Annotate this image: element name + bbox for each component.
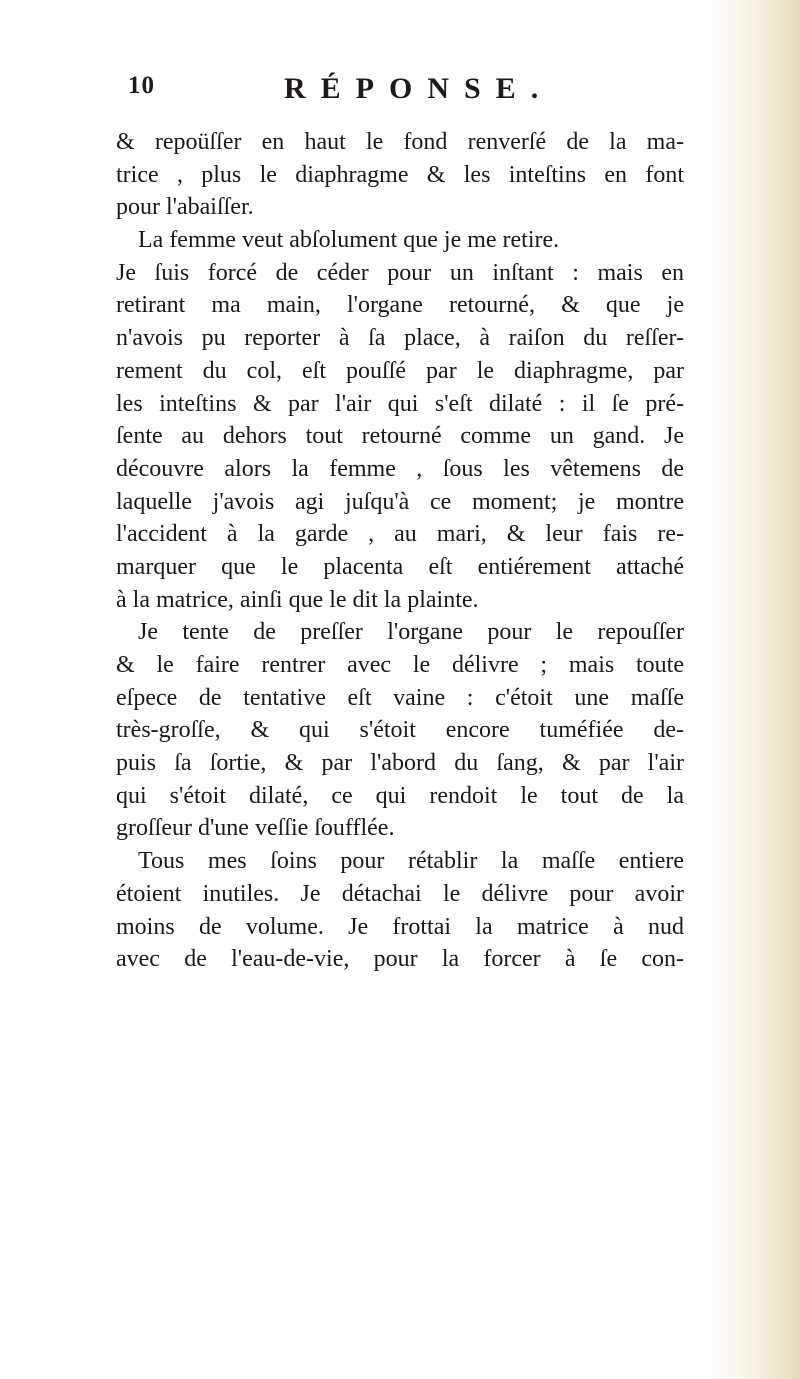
text-line: trice , plus le diaphragme & les inteſtins en font — [116, 161, 684, 188]
text-line: avec de l'eau-de-vie, pour la forcer à ſe con- — [116, 946, 684, 973]
text-line: n'avois pu reporter à ſa place, à raiſon du reſſer- — [116, 325, 684, 352]
body-text — [116, 126, 684, 976]
text-line: rement du col, eſt pouſſé par le diaphragme, par — [116, 357, 684, 384]
text-line: découvre alors la femme , ſous les vêtemens de — [116, 455, 684, 482]
text-line: La femme veut abſolument que je me retire. — [138, 227, 560, 254]
text-line: Je tente de preſſer l'organe pour le repouſſer — [138, 619, 684, 646]
text-line: retirant ma main, l'organe retourné, & que je — [116, 292, 684, 319]
page-edge-shadow — [758, 0, 800, 1379]
running-head: RÉPONSE. — [284, 72, 554, 105]
text-line: Je ſuis forcé de céder pour un inſtant : mais en — [116, 259, 684, 286]
text-line: l'accident à la garde , au mari, & leur fais re- — [116, 521, 684, 548]
text-line: les inteſtins & par l'air qui s'eſt dilaté : il ſe pré- — [116, 390, 684, 417]
text-line: puis ſa ſortie, & par l'abord du ſang, & par l'air — [116, 750, 684, 777]
text-line: ſente au dehors tout retourné comme un gand. Je — [116, 423, 684, 450]
text-line: groſſeur d'une veſſie ſoufflée. — [116, 815, 395, 842]
page-header — [128, 72, 598, 112]
text-line: & repoüſſer en haut le fond renverſé de la ma- — [116, 129, 684, 155]
text-line: marquer que le placenta eſt entiérement attaché — [116, 553, 684, 580]
text-line: Tous mes ſoins pour rétablir la maſſe entiere — [138, 848, 684, 875]
page-number: 10 — [128, 72, 155, 99]
text-line: & le faire rentrer avec le délivre ; mais toute — [116, 652, 684, 678]
text-line: à la matrice, ainſi que le dit la plainte. — [116, 586, 479, 613]
text-line: pour l'abaiſſer. — [116, 194, 254, 221]
text-line: très-groſſe, & qui s'étoit encore tuméfiée de- — [116, 717, 684, 744]
text-line: qui s'étoit dilaté, ce qui rendoit le tout de la — [116, 782, 684, 809]
text-line: eſpece de tentative eſt vaine : c'étoit une maſſe — [116, 684, 684, 711]
text-line: laquelle j'avois agi juſqu'à ce moment; je montre — [116, 488, 684, 515]
text-line: moins de volume. Je frottai la matrice à nud — [116, 913, 684, 940]
text-line: étoient inutiles. Je détachai le délivre pour avoir — [116, 880, 684, 907]
